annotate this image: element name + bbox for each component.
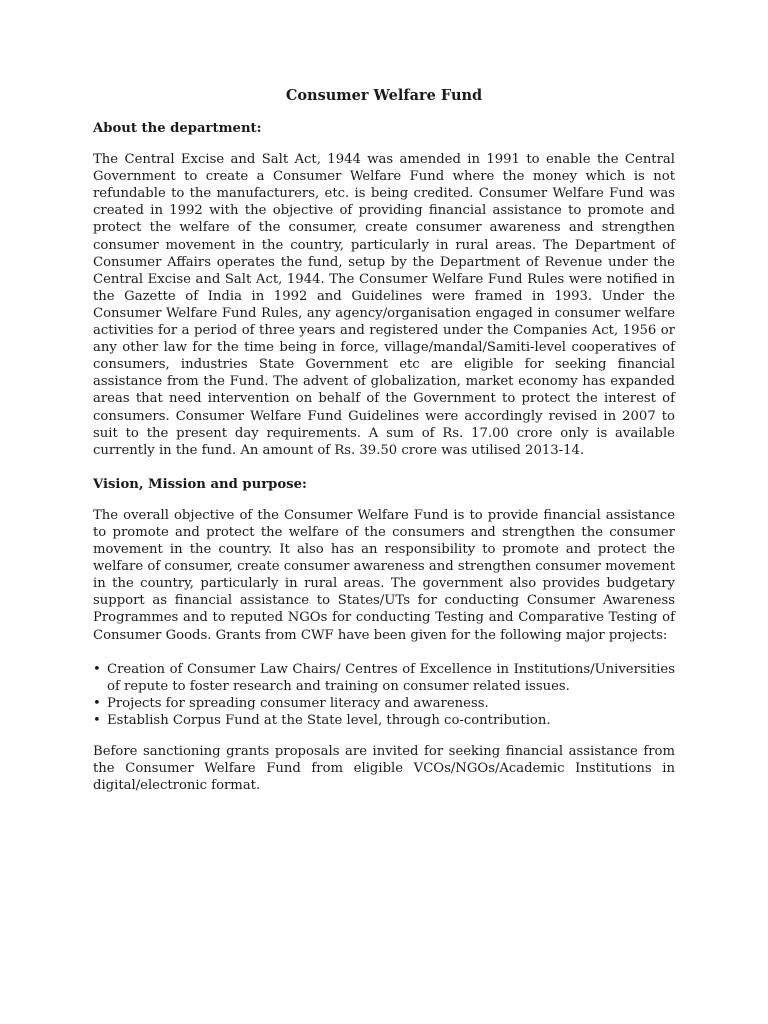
document-page (93, 86, 675, 811)
section-paragraph-about: The Central Excise and Salt Act, 1944 was amended in 1991 to enable the Central Government to create a Consumer Welfare Fund where the money which is not refundable to the manufacturers, etc. is being credited. Consumer Welfare Fund was created in 1992 with the objective of providing financial assistance to promote and protect the welfare of the consumer, create consumer awareness and strengthen consumer movement in the country, particularly in rural areas. The Department of Consumer Affairs operates the fund, setup by the Department of Revenue under the Central Excise and Salt Act, 1944. The Consumer Welfare Fund Rules were notified in the Gazette of India in 1992 and Guidelines were framed in 1993. Under the Consumer Welfare Fund Rules, any agency/organisation engaged in consumer welfare activities for a period of three years and registered under the Companies Act, 1956 or any other law for the time being in force, village/mandal/Samiti-level cooperatives of consumers, industries State Government etc are eligible for seeking financial assistance from the Fund. The advent of globalization, market economy has expanded areas that need intervention on behalf of the Government to protect the interest of consumers. Consumer Welfare Fund Guidelines were accordingly revised in 2007 to suit to the present day requirements. A sum of Rs. 17.00 crore only is available currently in the fund. An amount of Rs. 39.50 crore was utilised 2013-14. (93, 152, 675, 458)
bullet-item: • Projects for spreading consumer literacy and awareness. (93, 695, 675, 712)
projects-bullet-list (93, 661, 675, 729)
closing-paragraph: Before sanctioning grants proposals are invited for seeking financial assistance from the Consumer Welfare Fund from eligible VCOs/NGOs/Academic Institutions in digital/electronic format. (93, 744, 675, 794)
section-paragraph-vision: The overall objective of the Consumer Welfare Fund is to provide financial assistance to promote and protect the welfare of the consumers and strengthen the consumer movement in the country. It also has an responsibility to promote and protect the welfare of consumer, create consumer awareness and strengthen consumer movement in the country, particularly in rural areas. The government also provides budgetary support as financial assistance to States/UTs for conducting Consumer Awareness Programmes and to reputed NGOs for conducting Testing and Comparative Testing of Consumer Goods. Grants from CWF have been given for the following major projects: (93, 507, 675, 643)
section-heading-about: About the department: (93, 121, 262, 136)
document-title: Consumer Welfare Fund (285, 87, 483, 104)
bullet-item: • Creation of Consumer Law Chairs/ Centres of Excellence in Institutions/Universities of repute to foster research and training on consumer related issues. (93, 661, 675, 695)
section-vision (93, 476, 675, 795)
section-about (93, 120, 675, 459)
bullet-item: • Establish Corpus Fund at the State level, through co-contribution. (93, 712, 675, 729)
section-heading-vision: Vision, Mission and purpose: (93, 476, 307, 492)
